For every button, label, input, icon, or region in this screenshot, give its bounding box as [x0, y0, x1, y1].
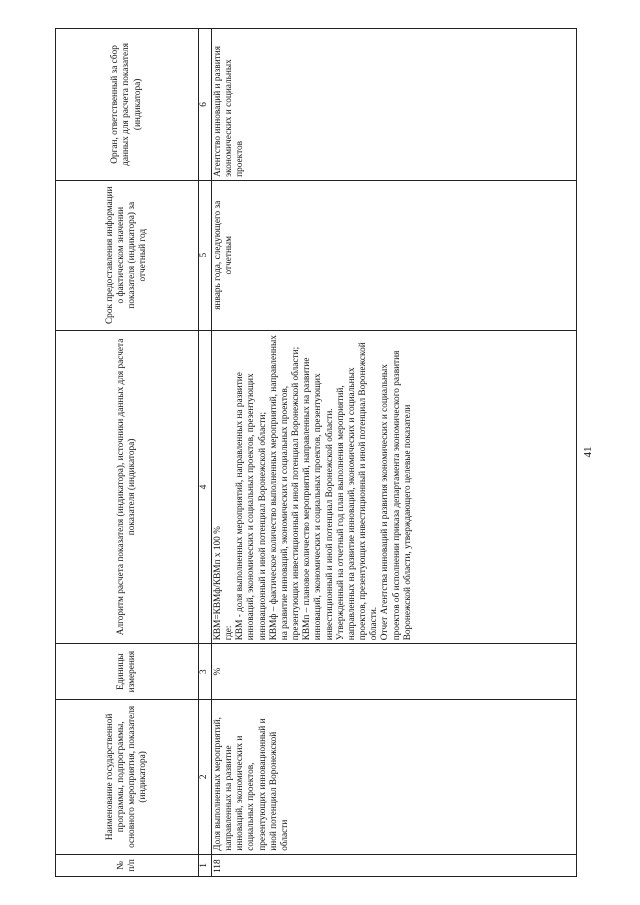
column-number: 1 [199, 854, 212, 876]
page-number: 41 [582, 446, 594, 458]
row-number: 118 [212, 854, 577, 876]
indicator-table [55, 28, 577, 877]
indicator-algorithm [212, 330, 577, 644]
formula: КВМ=КВМф/КВМп х 100 % [213, 526, 223, 641]
header-name: Наименование государственной программы, подпрограммы, основного мероприятия, показателя (индикатора) [56, 699, 199, 854]
algorithm-line: КВМ - доля выполненных мероприятий, направленных на развитие инноваций, экономических и социальных проектов, презентующих инновационный и иной потенциал Воронежской области; [235, 372, 268, 641]
table-header-row [56, 29, 199, 877]
indicator-name: Доля выполненных мероприятий, направленных на развитие инноваций, экономических и социальных проектов, презентующих инновационный и иной потенциал Воронежской области [212, 699, 577, 854]
algorithm-line: Утвержденный на отчетный год план выполнения мероприятий, направленных на развитие инноваций, экономических и социальных проектов, презентующих инвестиционный и иной потенциал Воронежской области. [335, 342, 380, 641]
column-number: 4 [199, 330, 212, 644]
table-row [212, 29, 577, 877]
column-number: 2 [199, 699, 212, 854]
algorithm-line: КВМп – плановое количество мероприятий, направленных на развитие инноваций, экономических и социальных проектов, презентующих инвестиционный и иной потенциал Воронежской области. [302, 357, 335, 641]
algorithm-line: КВМф – фактическое количество выполненных мероприятий, направленных на развитие инноваций, экономических и социальных проектов, презентующих инвестиционный и иной потенциал Воронежской области; [268, 335, 302, 641]
header-number: № п/п [56, 854, 199, 876]
column-number: 5 [199, 180, 212, 330]
indicator-deadline: январь года, следующего за отчетным [212, 180, 577, 330]
header-deadline: Срок предоставления информации о фактическом значении показателя (индикатора) за отчетный год [56, 180, 199, 330]
indicator-responsible: Агентство инноваций и развития экономических и социальных проектов [212, 29, 577, 181]
column-number-row [199, 29, 212, 877]
indicator-unit: % [212, 644, 577, 700]
header-responsible: Орган, ответственный за сбор данных для расчета показателя (индикатора) [56, 29, 199, 181]
algorithm-line: где: [224, 625, 235, 641]
header-algorithm: Алгоритм расчета показателя (индикатора), источники данных для расчета показателя (индикатора) [56, 330, 199, 644]
algorithm-line: Отчет Агентства инноваций и развития экономических и социальных проектов об исполнении приказа департамента экономического развития Воронежской области, утверждающего целевые показатели [380, 350, 413, 641]
column-number: 6 [199, 29, 212, 181]
rotated-table-container [55, 28, 577, 877]
column-number: 3 [199, 644, 212, 700]
header-unit: Единицы измерения [56, 644, 199, 700]
